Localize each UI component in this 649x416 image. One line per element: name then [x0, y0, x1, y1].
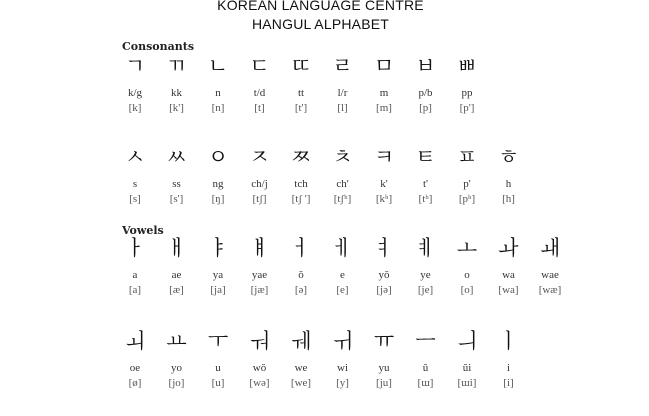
romanization: ya: [212, 269, 224, 281]
ipa-transcription: [wa]: [498, 284, 519, 296]
romanization: k': [380, 178, 388, 190]
romanization: s: [132, 178, 138, 190]
ipa-transcription: [k]: [128, 102, 142, 114]
romanization: yae: [251, 269, 268, 281]
ipa-transcription: [l]: [337, 102, 348, 114]
ipa-transcription: [t]: [254, 102, 265, 114]
romanization: o: [464, 269, 470, 281]
hangul-letter: ㅇ: [207, 145, 229, 169]
romanization: wŏ: [252, 362, 267, 374]
hangul-letter: ㅖ: [415, 236, 436, 260]
hangul-letter: ㅝ: [249, 329, 270, 353]
ipa-transcription: [y]: [336, 377, 349, 389]
hangul-letter: ㅉ: [290, 145, 312, 169]
romanization: u: [215, 362, 221, 374]
hangul-letter: ㅔ: [332, 236, 353, 260]
vowel-row-2: [0, 330, 649, 400]
ipa-transcription: [tʰ]: [418, 193, 433, 205]
hangul-letter: ㅅ: [124, 145, 146, 169]
hangul-letter: ㅌ: [415, 145, 436, 169]
romanization: ye: [420, 269, 431, 281]
ipa-transcription: [wæ]: [538, 284, 562, 296]
ipa-transcription: [we]: [290, 377, 312, 389]
hangul-letter: ㄲ: [166, 54, 187, 78]
hangul-letter: ㅕ: [373, 236, 395, 260]
romanization: a: [132, 269, 138, 281]
ipa-transcription: [ɯi]: [457, 377, 477, 389]
hangul-letter: ㅚ: [124, 329, 146, 353]
page-subtitle: HANGUL ALPHABET: [251, 16, 390, 32]
hangul-letter: ㅗ: [456, 236, 478, 260]
ipa-transcription: [tʃʰ]: [333, 193, 352, 205]
romanization: k/g: [127, 87, 143, 99]
romanization: t/d: [253, 87, 266, 99]
vowel-row-1: [0, 237, 649, 307]
hangul-letter: ㄸ: [290, 54, 312, 78]
hangul-letter: ㄴ: [207, 54, 229, 78]
romanization: ch/j: [251, 178, 268, 190]
romanization: m: [379, 87, 389, 99]
ipa-transcription: [kʰ]: [375, 193, 393, 205]
consonant-row-1: [0, 55, 649, 125]
ipa-transcription: [jo]: [168, 377, 185, 389]
ipa-transcription: [e]: [336, 284, 349, 296]
ipa-transcription: [jə]: [376, 284, 392, 296]
hangul-letter: ㅍ: [456, 145, 478, 169]
romanization: n: [215, 87, 221, 99]
hangul-letter: ㅋ: [373, 145, 395, 169]
hangul-letter: ㄷ: [249, 54, 270, 78]
hangul-letter: ㅓ: [290, 236, 312, 260]
hangul-letter: ㅡ: [415, 329, 436, 353]
ipa-transcription: [a]: [128, 284, 142, 296]
romanization: oe: [129, 362, 141, 374]
romanization: ŏ: [298, 269, 304, 281]
consonant-row-2: [0, 146, 649, 216]
ipa-transcription: [wə]: [249, 377, 270, 389]
romanization: i: [506, 362, 511, 374]
ipa-transcription: [ə]: [294, 284, 308, 296]
hangul-letter: ㅐ: [166, 236, 187, 260]
romanization: p': [463, 178, 471, 190]
hangul-letter: ㅊ: [332, 145, 353, 169]
hangul-letter: ㄹ: [332, 54, 353, 78]
romanization: tt: [297, 87, 305, 99]
hangul-letter: ㅆ: [166, 145, 187, 169]
ipa-transcription: [tʃ ']: [291, 193, 311, 205]
romanization: wa: [502, 269, 515, 281]
romanization: yŏ: [378, 269, 390, 281]
romanization: ng: [212, 178, 224, 190]
ipa-transcription: [s']: [169, 193, 184, 205]
romanization: e: [340, 269, 345, 281]
hangul-letter: ㅈ: [249, 145, 270, 169]
ipa-transcription: [n]: [211, 102, 225, 114]
ipa-transcription: [pʰ]: [458, 193, 476, 205]
romanization: pp: [461, 87, 473, 99]
hangul-letter: ㅢ: [456, 329, 478, 353]
hangul-letter: ㅙ: [539, 236, 561, 260]
ipa-transcription: [m]: [376, 102, 392, 114]
hangul-letter: ㅜ: [207, 329, 229, 353]
ipa-transcription: [p']: [459, 102, 475, 114]
ipa-transcription: [t']: [294, 102, 308, 114]
ipa-transcription: [æ]: [169, 284, 184, 296]
romanization: ŭ: [422, 362, 429, 374]
ipa-transcription: [tʃ]: [252, 193, 267, 205]
romanization: ch': [336, 178, 349, 190]
hangul-letter: ㅣ: [498, 329, 519, 353]
hangul-letter: ㅟ: [332, 329, 353, 353]
romanization: h: [505, 178, 512, 190]
romanization: ss: [172, 178, 181, 190]
ipa-transcription: [jæ]: [250, 284, 269, 296]
ipa-transcription: [ja]: [210, 284, 226, 296]
romanization: kk: [171, 87, 182, 99]
ipa-transcription: [p]: [419, 102, 432, 114]
romanization: tch: [294, 178, 308, 190]
romanization: l/r: [337, 87, 348, 99]
romanization: yu: [378, 362, 390, 374]
ipa-transcription: [ju]: [376, 377, 392, 389]
romanization: ae: [171, 269, 182, 281]
hangul-letter: ㅁ: [373, 54, 395, 78]
romanization: t': [422, 178, 429, 190]
ipa-transcription: [o]: [460, 284, 474, 296]
romanization: wi: [337, 362, 348, 374]
romanization: ŭi: [462, 362, 472, 374]
hangul-letter: ㅑ: [207, 236, 229, 260]
hangul-letter: ㅛ: [166, 329, 187, 353]
ipa-transcription: [ɯ]: [417, 377, 434, 389]
hangul-letter: ㅎ: [498, 145, 519, 169]
hangul-letter: ㅏ: [124, 236, 146, 260]
romanization: wae: [541, 269, 559, 281]
romanization: we: [294, 362, 308, 374]
ipa-transcription: [ŋ]: [211, 193, 225, 205]
hangul-letter: ㅂ: [415, 54, 436, 78]
ipa-transcription: [h]: [502, 193, 515, 205]
hangul-letter: ㅞ: [290, 329, 312, 353]
romanization: p/b: [418, 87, 433, 99]
vowels-heading: Vowels: [122, 224, 164, 237]
hangul-letter: ㅘ: [498, 236, 519, 260]
hangul-letter: ㅃ: [456, 54, 478, 78]
ipa-transcription: [je]: [417, 284, 434, 296]
hangul-letter: ㅠ: [373, 329, 395, 353]
consonants-heading: Consonants: [122, 40, 195, 53]
page-title: KOREAN LANGUAGE CENTRE: [217, 0, 424, 13]
ipa-transcription: [k']: [169, 102, 184, 114]
romanization: yo: [171, 362, 182, 374]
ipa-transcription: [u]: [211, 377, 225, 389]
ipa-transcription: [ø]: [128, 377, 142, 389]
hangul-letter: ㅒ: [249, 236, 270, 260]
ipa-transcription: [s]: [129, 193, 141, 205]
hangul-letter: ㄱ: [124, 54, 146, 78]
ipa-transcription: [i]: [503, 377, 514, 389]
